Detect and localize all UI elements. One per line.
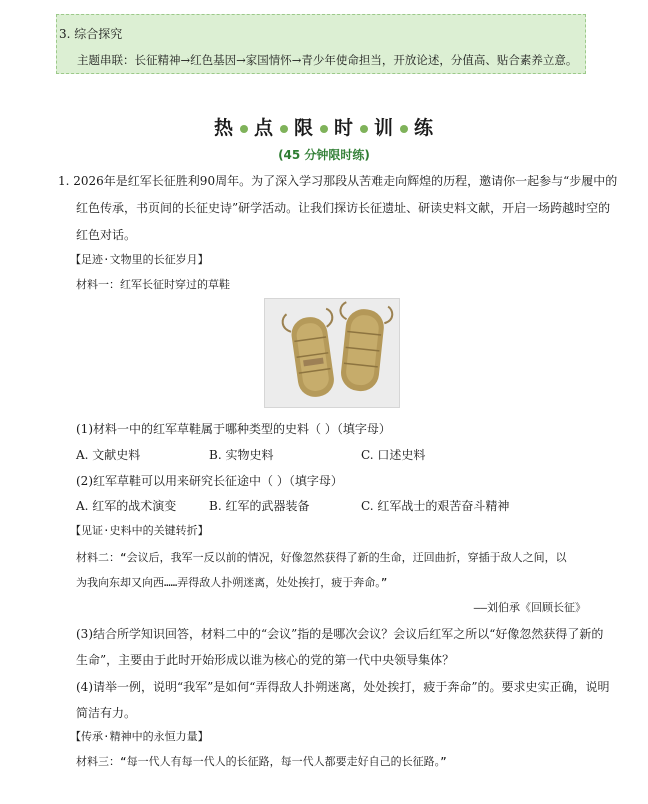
straw-sandals-icon: [265, 299, 400, 408]
sub-question-1: (1)材料一中的红军草鞋属于哪种类型的史料（ ）（填字母）: [76, 422, 391, 436]
dot-separator: [320, 125, 328, 133]
question-1-intro: 1. 2026年是红军长征胜利90周年。为了深入学习那段从苦难走向辉煌的历程，邀请你一起参与“步履中的: [58, 174, 618, 188]
straw-sandals-photo: [264, 298, 400, 408]
title-char: 热: [213, 117, 234, 139]
question-1-intro: 红色传承，书页间的长征史诗”研学活动。让我们探访长征遗址、研读史料文献，开启一场跨越时空的: [76, 201, 611, 215]
sub-question-4: 简洁有力。: [76, 706, 137, 720]
sub-question-4: (4)请举一例，说明“我军”是如何“弄得敌人扑朔迷离，处处挨打，疲于奔命”的。要求史实正确，说明: [76, 680, 610, 694]
section-heading-inherit: 【传承·精神中的永恒力量】: [70, 730, 209, 743]
title-char: 点: [253, 117, 274, 139]
theme-chain-text: 主题串联：长征精神→红色基因→家国情怀→青少年使命担当，开放论述，分值高、贴合素养立意。: [77, 53, 578, 67]
title-char: 限: [293, 117, 314, 139]
material-2-text: 材料二：“会议后，我军一反以前的情况，好像忽然获得了新的生命，迂回曲折，穿插于敌人之间，以: [76, 551, 567, 564]
option-b: B. 红军的武器装备: [209, 499, 310, 513]
option-b: B. 实物史料: [209, 448, 274, 462]
material-3-text: 材料三：“每一代人有每一代人的长征路，每一代人都要走好自己的长征路。”: [76, 755, 447, 768]
section-heading-witness: 【见证·史料中的关键转折】: [70, 524, 209, 537]
dot-separator: [360, 125, 368, 133]
material-2-text: 为我向东却又向西……弄得敌人扑朔迷离，处处挨打，疲于奔命。”: [76, 576, 388, 589]
dot-separator: [240, 125, 248, 133]
material-1-caption: 材料一：红军长征时穿过的草鞋: [76, 278, 230, 291]
page-title: [0, 113, 648, 140]
option-c: C. 口述史料: [361, 448, 426, 462]
time-limit-subtitle: (45 分钟限时练): [278, 148, 370, 162]
question-1-intro: 红色对话。: [76, 228, 137, 242]
option-a: A. 红军的战术演变: [76, 499, 177, 513]
topic-summary-box: [56, 14, 586, 74]
option-c: C. 红军战士的艰苦奋斗精神: [361, 499, 510, 513]
dot-separator: [280, 125, 288, 133]
title-char: 训: [374, 117, 395, 139]
dot-separator: [400, 125, 408, 133]
sub-question-2: (2)红军草鞋可以用来研究长征途中（ ）（填字母）: [76, 474, 343, 488]
title-char: 时: [334, 117, 355, 139]
section-heading: 3. 综合探究: [59, 27, 123, 41]
title-char: 练: [414, 117, 435, 139]
section-heading-footprint: 【足迹·文物里的长征岁月】: [70, 253, 209, 266]
option-a: A. 文献史料: [76, 448, 141, 462]
material-2-source: ——刘伯承《回顾长征》: [473, 601, 586, 614]
sub-question-3: (3)结合所学知识回答，材料二中的“会议”指的是哪次会议？会议后红军之所以“好像忽然获得了新的: [76, 627, 604, 641]
sub-question-3: 生命”，主要由于此时开始形成以谁为核心的党的第一代中央领导集体？: [76, 653, 455, 667]
